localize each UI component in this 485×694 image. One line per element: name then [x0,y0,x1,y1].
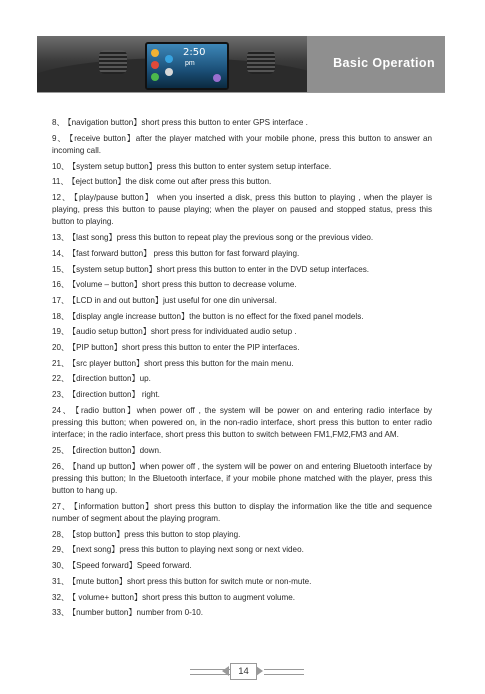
item-text: 【hand up button】when power off , the system will be power on and entering Bluetooth interface by pressing this button; In the Bluetooth interface, if your mobile phone matched with the player, press this button to hang up. [52,461,432,496]
item-text: 【last song】press this button to repeat play the previous song or the previous video. [72,233,374,243]
page-number: 14 [230,663,257,680]
list-item [52,161,432,173]
header-divider [37,92,445,93]
list-item [52,405,432,442]
list-item [52,176,432,188]
item-number: 23、 [52,390,70,400]
list-item [52,232,432,244]
item-number: 26、 [52,461,70,471]
item-text: 【receive button】after the player matched with your mobile phone, press this button to answer an incoming call. [52,133,433,155]
list-item [52,295,432,307]
item-text: 【play/pause button】 when you inserted a disk, press this button to playing , when the player is playing, press this button to pause playing; when the player on paused and stopped status, press this button to playing. [52,193,432,227]
item-text: 【LCD in and out button】just useful for one din universal. [72,295,277,305]
air-vent-right [247,50,275,74]
footer-arrow-left-icon [222,666,229,676]
item-number: 13、 [52,233,70,243]
item-text: 【next song】press this button to playing next song or next video. [72,545,304,555]
item-number: 25、 [52,445,70,455]
page-footer [0,662,485,680]
item-text: 【audio setup button】short press for individuated audio setup . [72,327,297,337]
list-item [52,358,432,370]
item-text: 【src player button】short press this button for the main menu. [72,358,294,368]
item-number: 17、 [52,295,70,305]
item-text: 【 volume+ button】short press this button to augment volume. [72,592,296,602]
item-text: 【eject button】the disk come out after press this button. [71,177,272,187]
item-number: 31、 [52,576,70,586]
item-text: 【display angle increase button】the button is no effect for the fixed panel models. [72,311,364,321]
item-text: 【PIP button】short press this button to enter the PIP interfaces. [72,343,300,353]
list-item [52,592,432,604]
item-text: 【navigation button】short press this button to enter GPS interface . [67,118,308,127]
item-number: 21、 [52,358,70,368]
item-text: 【Speed forward】Speed forward. [72,561,192,571]
head-unit-screen [145,42,229,90]
item-number: 16、 [52,280,70,290]
car-dashboard-image [37,36,307,92]
item-text: 【fast forward button】 press this button for fast forward playing. [72,248,300,258]
list-item [52,248,432,260]
header-title-panel [307,36,445,92]
item-number: 14、 [52,248,70,258]
item-text: 【volume – button】short press this button to decrease volume. [72,280,297,290]
item-number: 22、 [52,374,70,384]
item-number: 27、 [52,501,71,511]
list-item [52,560,432,572]
list-item [52,501,432,525]
item-text: 【radio button】when power off , the system will be power on and entering radio interface by pressing this button; when powered on, in the non-radio interface, short press this button to enter radio interface; in the radio interface, short press this button to switch between FM1,FM2,FM3 and AM. [52,405,432,440]
item-number: 29、 [52,545,70,555]
screen-clock: 2:50 [183,47,206,58]
list-item [52,192,432,229]
item-number: 24、 [52,405,73,415]
list-item [52,607,432,619]
list-item [52,373,432,385]
list-item [52,544,432,556]
list-item [52,326,432,338]
item-number: 8、 [52,118,65,127]
page-header [37,36,445,92]
list-item [52,342,432,354]
list-item [52,264,432,276]
list-item [52,133,432,157]
page-title: Basic Operation [333,56,435,70]
item-number: 28、 [52,529,70,539]
footer-ornament-right [264,669,304,675]
footer-arrow-right-icon [256,666,263,676]
list-item [52,117,432,129]
screen-clock-ampm: pm [185,60,195,67]
list-item [52,445,432,457]
item-number: 11、 [52,177,69,187]
item-number: 19、 [52,327,70,337]
item-number: 12、 [52,193,71,203]
list-item [52,529,432,541]
item-text: 【direction button】down. [72,445,162,455]
list-item [52,279,432,291]
item-number: 10、 [52,161,70,171]
item-text: 【information button】short press this button to display the information like the title and sequence number of segment about the playing program. [52,501,432,523]
list-item [52,576,432,588]
item-number: 15、 [52,264,70,274]
instruction-list [52,117,432,623]
item-number: 9、 [52,133,67,143]
item-number: 18、 [52,311,70,321]
item-text: 【stop button】press this button to stop playing. [72,529,241,539]
air-vent-left [99,50,127,74]
item-text: 【direction button】 right. [72,390,160,400]
item-text: 【system setup button】short press this button to enter in the DVD setup interfaces. [72,264,370,274]
item-text: 【number button】number from 0-10. [72,608,204,618]
list-item [52,461,432,498]
list-item [52,389,432,401]
item-text: 【system setup button】press this button to enter system setup interface. [72,161,332,171]
item-text: 【mute button】short press this button for switch mute or non-mute. [72,576,312,586]
list-item [52,311,432,323]
item-number: 33、 [52,608,70,618]
item-number: 20、 [52,343,70,353]
item-text: 【direction button】up. [72,374,151,384]
item-number: 30、 [52,561,70,571]
item-number: 32、 [52,592,70,602]
